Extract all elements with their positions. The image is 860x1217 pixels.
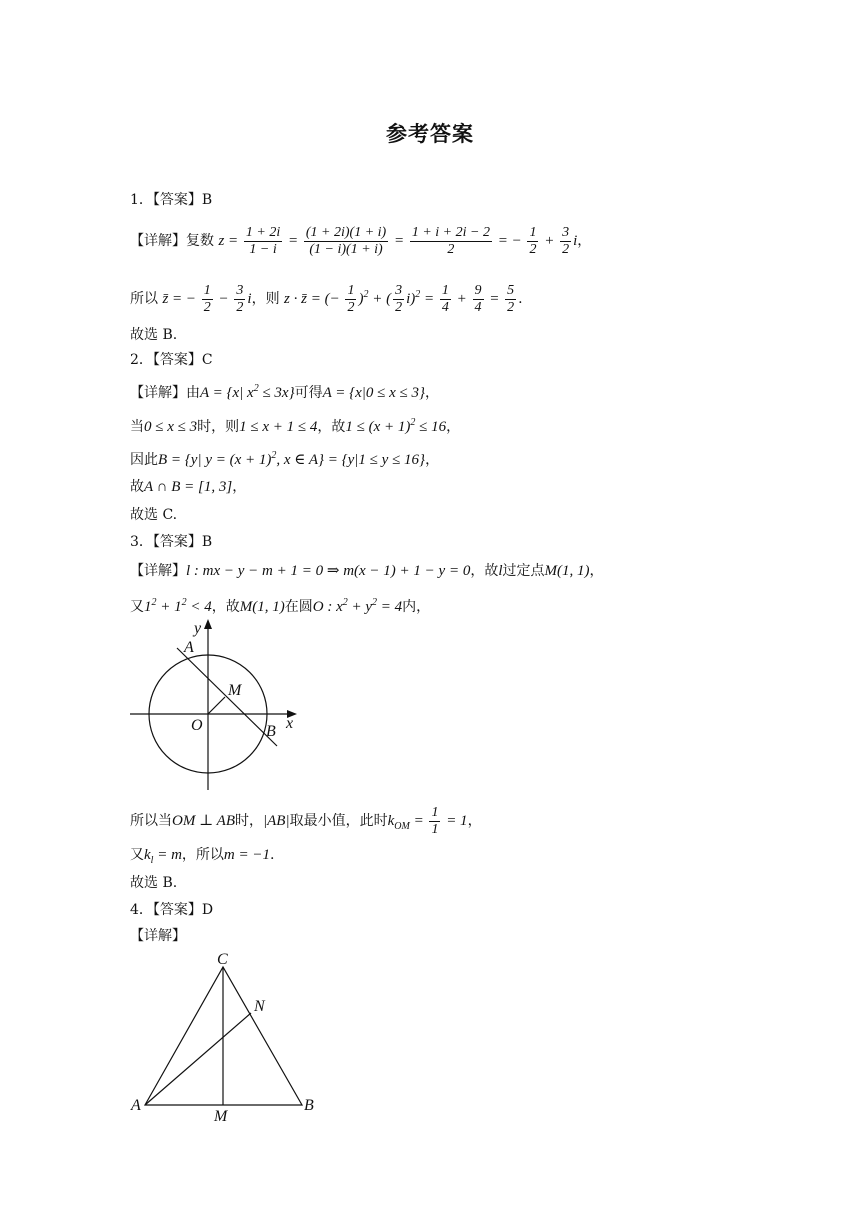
q3-answer: 3．【答案】B: [130, 534, 213, 550]
label-n: N: [254, 998, 265, 1015]
q3-also: 又$1^2 + 1^2 < 4$，故M(1, 1)在圆O : $x^2 + y^2 = 4$内，: [130, 597, 431, 615]
label-o: O: [191, 717, 203, 734]
q3-conclusion: 故选 B.: [130, 875, 178, 891]
label-c: C: [217, 951, 228, 968]
label-x: x: [286, 715, 294, 732]
q2-when: 当0 ≤ x ≤ 3时，则1 ≤ x + 1 ≤ 4，故$1 \le (x + 1)^2 \le 16$，: [130, 417, 461, 435]
q2-so: 故A ∩ B = [1, 3]，: [130, 479, 247, 495]
q3-circle-figure: [125, 615, 310, 795]
q2-detail: 【详解】由A = {x| $x^2 \le 3x$}可得A = {x|0 ≤ x ≤ 3}，: [130, 383, 440, 401]
q3-when: 所以当OM ⊥ AB时，|AB|取最小值，此时$k_{OM}$ = $\frac{1}{1}$ = 1，: [130, 805, 482, 837]
label-m: M: [214, 1108, 228, 1125]
q2-therefore: 因此B = {y| $y = (x + 1)^2$, x ∈ A} = {y|1 ≤ y ≤ 16}，: [130, 450, 440, 468]
q3-detail: 【详解】l : mx − y − m + 1 = 0 ⇒ m(x − 1) + 1 − y = 0，故l过定点M(1, 1)，: [130, 563, 604, 579]
label-y: y: [194, 620, 202, 637]
q4-answer: 4．【答案】D: [130, 902, 214, 918]
y-axis-arrow: [204, 619, 212, 629]
q1-conclusion: 故选 B.: [130, 327, 178, 343]
q1-answer: 1．【答案】B: [130, 192, 213, 208]
q1-detail: 【详解】复数 z = $\frac{1 + 2i}{1 - i}$ = $\frac{(1 + 2i)(1 + i)}{(1 - i)(1 + i)}$ = $\frac{1 + i + 2i - 2}{2}$ = − $\frac{1}{2}$ + $\frac{3}{2}$ i，: [130, 225, 592, 257]
q3-also2: 又$k_l = m$，所以m = −1.: [130, 847, 275, 866]
q2-conclusion: 故选 C.: [130, 507, 178, 523]
label-a: A: [131, 1097, 141, 1114]
label-a: A: [184, 639, 194, 656]
q4-detail: 【详解】: [130, 928, 186, 944]
segment-om: [208, 697, 225, 714]
page-title: 参考答案: [386, 122, 474, 146]
label-m: M: [228, 682, 242, 699]
label-b: B: [304, 1097, 314, 1114]
segment-an: [145, 1013, 251, 1105]
q4-triangle-figure: [125, 945, 335, 1125]
q2-answer: 2．【答案】C: [130, 352, 213, 368]
label-b: B: [266, 723, 276, 740]
q1-so: 所以 z̄ = − $\frac{1}{2}$ − $\frac{3}{2}$ i，则 z · z̄ = (− $\frac{1}{2}$ )$^2$ + ( $\frac{3}{2}$ i)$^2$ = $\frac{1}{4}$ + $\frac{9}{4}$ = $\frac{5}{2}$ .: [130, 283, 523, 315]
